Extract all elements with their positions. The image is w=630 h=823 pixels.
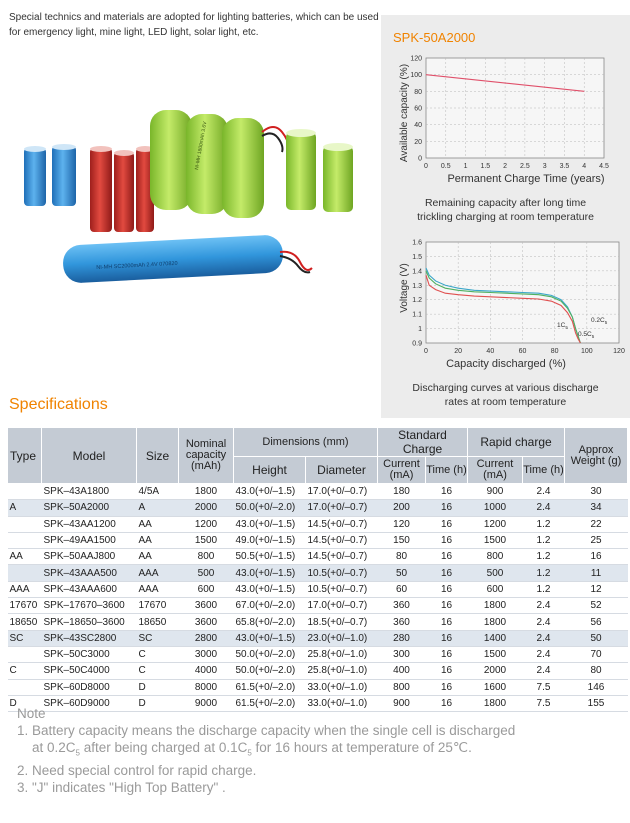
- chart2-series-label: $0.2C_5$: [591, 317, 608, 325]
- standard-current-cell: 60: [378, 581, 426, 597]
- type-cell: 17670: [8, 598, 42, 614]
- standard-time-cell: 16: [426, 549, 468, 565]
- standard-time-cell: 16: [426, 484, 468, 500]
- note-1-line1: 1. Battery capacity means the discharge capacity when the single cell is discharged: [17, 723, 516, 738]
- capacity-cell: 2000: [179, 500, 234, 516]
- standard-time-cell: 16: [426, 581, 468, 597]
- standard-time-cell: 16: [426, 614, 468, 630]
- rapid-current-cell: 1800: [468, 614, 523, 630]
- type-cell: SC: [8, 630, 42, 646]
- size-cell: SC: [137, 630, 179, 646]
- green-cell: [286, 129, 316, 210]
- weight-cell: 56: [565, 614, 628, 630]
- height-cell: 43.0(+0/–1.5): [234, 630, 306, 646]
- stick-pack-label: NI-MH SC2000mAh 2.4V 070820: [96, 260, 178, 272]
- rapid-current-cell: 1200: [468, 516, 523, 532]
- header-model: Model: [42, 428, 137, 484]
- table-row: [8, 500, 628, 516]
- blue-cell: [24, 146, 46, 206]
- diameter-cell: 17.0(+0/–0.7): [306, 484, 378, 500]
- red-cell: [114, 150, 134, 232]
- chart1-xlabel: Permanent Charge Time (years): [447, 173, 605, 185]
- diameter-cell: 25.8(+0/–1.0): [306, 663, 378, 679]
- height-cell: 50.0(+0/–2.0): [234, 646, 306, 662]
- capacity-cell: 3000: [179, 646, 234, 662]
- header-rapid-charge: Rapid charge: [468, 428, 565, 457]
- rapid-current-cell: 1400: [468, 630, 523, 646]
- weight-cell: 11: [565, 565, 628, 581]
- header-standard-charge: Standard Charge: [378, 428, 468, 457]
- header-height: Height: [234, 457, 306, 484]
- capacity-cell: 500: [179, 565, 234, 581]
- rapid-time-cell: 2.4: [523, 484, 565, 500]
- diameter-cell: 25.8(+0/–1.0): [306, 646, 378, 662]
- chart2-x-tick-label: 80: [550, 348, 559, 355]
- table-row: [8, 598, 628, 614]
- standard-time-cell: 16: [426, 565, 468, 581]
- table-row: [8, 565, 628, 581]
- weight-cell: 80: [565, 663, 628, 679]
- capacity-cell: 1500: [179, 532, 234, 548]
- height-cell: 49.0(+0/–1.5): [234, 532, 306, 548]
- type-cell: [8, 646, 42, 662]
- weight-cell: 155: [565, 695, 628, 711]
- model-cell: SPK–43AA1200: [42, 516, 137, 532]
- specifications-heading: Specifications: [9, 396, 108, 413]
- blue-stick-pack: [62, 234, 284, 283]
- size-cell: 17670: [137, 598, 179, 614]
- rapid-current-cell: 500: [468, 565, 523, 581]
- notes-section: [17, 705, 627, 796]
- chart1-y-tick-label: 20: [414, 138, 422, 146]
- model-cell: SPK–43SC2800: [42, 630, 137, 646]
- weight-cell: 52: [565, 598, 628, 614]
- height-cell: 65.8(+0/–2.0): [234, 614, 306, 630]
- capacity-cell: 4000: [179, 663, 234, 679]
- chart2-series-label: $1C_5$: [557, 322, 568, 330]
- chart1-x-tick-label: 2: [503, 163, 508, 170]
- table-row: [8, 614, 628, 630]
- weight-cell: 22: [565, 516, 628, 532]
- chart2-y-tick-label: 1.2: [412, 297, 422, 305]
- standard-current-cell: 900: [378, 695, 426, 711]
- rapid-current-cell: 600: [468, 581, 523, 597]
- green-pack-wire-black: [262, 133, 283, 152]
- model-cell: SPK–50C3000: [42, 646, 137, 662]
- standard-time-cell: 16: [426, 516, 468, 532]
- standard-time-cell: 16: [426, 695, 468, 711]
- standard-time-cell: 16: [426, 646, 468, 662]
- chart2-y-tick-label: 1.4: [412, 268, 422, 276]
- specifications-table: [7, 427, 628, 712]
- capacity-cell: 600: [179, 581, 234, 597]
- header-type: Type: [8, 428, 42, 484]
- height-cell: 43.0(+0/–1.5): [234, 516, 306, 532]
- size-cell: AA: [137, 549, 179, 565]
- diameter-cell: 14.5(+0/–0.7): [306, 516, 378, 532]
- diameter-cell: 10.5(+0/–0.7): [306, 565, 378, 581]
- height-cell: 43.0(+0/–1.5): [234, 581, 306, 597]
- rapid-current-cell: 1800: [468, 695, 523, 711]
- type-cell: A: [8, 500, 42, 516]
- diameter-cell: 17.0(+0/–0.7): [306, 598, 378, 614]
- size-cell: AA: [137, 516, 179, 532]
- rapid-current-cell: 2000: [468, 663, 523, 679]
- header-approx-weight: Approx Weight (g): [565, 428, 628, 484]
- chart1-ylabel: Available capacity (%): [399, 63, 410, 163]
- chart1-y-tick-label: 0: [418, 155, 422, 163]
- table-row: [8, 532, 628, 548]
- standard-time-cell: 16: [426, 679, 468, 695]
- rapid-time-cell: 1.2: [523, 516, 565, 532]
- chart2-y-tick-label: 1.1: [412, 311, 422, 319]
- weight-cell: 25: [565, 532, 628, 548]
- green-battery-pack: [150, 110, 264, 218]
- chart2-caption: [381, 381, 630, 409]
- standard-current-cell: 200: [378, 500, 426, 516]
- rapid-current-cell: 800: [468, 549, 523, 565]
- chart2-caption-line2: rates at room temperature: [444, 396, 567, 408]
- specifications-table-body: [8, 484, 628, 712]
- chart2-ylabel: Voltage (V): [399, 263, 410, 313]
- header-size: Size: [137, 428, 179, 484]
- chart1-caption-line2: trickling charging at room temperature: [417, 211, 594, 223]
- header-standard-time: Time (h): [426, 457, 468, 484]
- rapid-time-cell: 1.2: [523, 549, 565, 565]
- capacity-cell: 2800: [179, 630, 234, 646]
- type-cell: AA: [8, 549, 42, 565]
- size-cell: AAA: [137, 581, 179, 597]
- diameter-cell: 14.5(+0/–0.7): [306, 549, 378, 565]
- model-cell: SPK–50AAJ800: [42, 549, 137, 565]
- rapid-current-cell: 900: [468, 484, 523, 500]
- weight-cell: 16: [565, 549, 628, 565]
- table-row: [8, 581, 628, 597]
- standard-time-cell: 16: [426, 532, 468, 548]
- diameter-cell: 14.5(+0/–0.7): [306, 532, 378, 548]
- type-cell: AAA: [8, 581, 42, 597]
- model-cell: SPK–60D8000: [42, 679, 137, 695]
- note-3: 3. "J" indicates "High Top Battery" .: [17, 779, 226, 795]
- rapid-time-cell: 2.4: [523, 646, 565, 662]
- rapid-time-cell: 2.4: [523, 500, 565, 516]
- rapid-time-cell: 2.4: [523, 598, 565, 614]
- standard-current-cell: 300: [378, 646, 426, 662]
- standard-current-cell: 80: [378, 549, 426, 565]
- height-cell: 61.5(+0/–2.0): [234, 695, 306, 711]
- stick-pack-wire-red: [280, 252, 312, 270]
- table-row: [8, 484, 628, 500]
- model-cell: SPK–50C4000: [42, 663, 137, 679]
- chart2-x-tick-label: 100: [580, 348, 593, 355]
- chart1-x-tick-label: 4.5: [599, 163, 609, 170]
- table-row: [8, 663, 628, 679]
- model-cell: SPK–43A1800: [42, 484, 137, 500]
- diameter-cell: 33.0(+0/–1.0): [306, 679, 378, 695]
- chart2-x-tick-label: 120: [613, 348, 625, 355]
- chart2-y-tick-label: 1.3: [412, 282, 422, 290]
- chart1-caption-line1: Remaining capacity after long time: [424, 197, 587, 209]
- chart1-x-tick-label: 3.5: [559, 163, 570, 170]
- chart1-x-tick-label: 3: [542, 163, 547, 170]
- rapid-time-cell: 7.5: [523, 695, 565, 711]
- rapid-current-cell: 1600: [468, 679, 523, 695]
- rapid-time-cell: 1.2: [523, 565, 565, 581]
- height-cell: 61.5(+0/–2.0): [234, 679, 306, 695]
- chart2-x-tick-label: 0: [424, 348, 428, 355]
- size-cell: AAA: [137, 565, 179, 581]
- size-cell: D: [137, 679, 179, 695]
- chart1-caption: [381, 196, 630, 224]
- height-cell: 50.0(+0/–2.0): [234, 663, 306, 679]
- chart1-y-tick-label: 120: [410, 55, 422, 63]
- battery-product-photo: [8, 80, 378, 320]
- diameter-cell: 18.5(+0/–0.7): [306, 614, 378, 630]
- standard-current-cell: 120: [378, 516, 426, 532]
- weight-cell: 12: [565, 581, 628, 597]
- diameter-cell: 23.0(+0/–1.0): [306, 630, 378, 646]
- rapid-time-cell: 2.4: [523, 630, 565, 646]
- standard-current-cell: 150: [378, 532, 426, 548]
- header-dimensions: Dimensions (mm): [234, 428, 378, 457]
- standard-time-cell: 16: [426, 663, 468, 679]
- discharge-chart: [381, 233, 630, 373]
- chart2-y-tick-label: 1.5: [412, 253, 422, 261]
- chart1-x-tick-label: 4: [582, 163, 587, 170]
- diameter-cell: 10.5(+0/–0.7): [306, 581, 378, 597]
- size-cell: C: [137, 663, 179, 679]
- weight-cell: 70: [565, 646, 628, 662]
- header-rapid-current: Current (mA): [468, 457, 523, 484]
- model-cell: SPK–49AA1500: [42, 532, 137, 548]
- capacity-chart: [381, 45, 630, 195]
- height-cell: 43.0(+0/–1.5): [234, 484, 306, 500]
- capacity-cell: 1800: [179, 484, 234, 500]
- capacity-cell: 9000: [179, 695, 234, 711]
- capacity-cell: 800: [179, 549, 234, 565]
- header-standard-current: Current (mA): [378, 457, 426, 484]
- chart2-series-label: $0.5C_5$: [578, 331, 595, 339]
- table-row: [8, 549, 628, 565]
- blue-cell: [52, 144, 76, 206]
- size-cell: AA: [137, 532, 179, 548]
- height-cell: 50.0(+0/–2.0): [234, 500, 306, 516]
- rapid-current-cell: 1500: [468, 646, 523, 662]
- chart1-y-tick-label: 80: [414, 88, 422, 96]
- standard-time-cell: 16: [426, 500, 468, 516]
- standard-current-cell: 800: [378, 679, 426, 695]
- header-nominal-capacity: Nominal capacity (mAh): [179, 428, 234, 484]
- standard-current-cell: 360: [378, 598, 426, 614]
- green-pack-label: NI-MH 1800mAh 3.6V: [194, 121, 209, 171]
- model-cell: SPK–50A2000: [42, 500, 137, 516]
- chart2-caption-line1: Discharging curves at various discharge: [412, 382, 599, 394]
- standard-current-cell: 400: [378, 663, 426, 679]
- note-1-line2: at $0.2C_5$ after being charged at $0.1C_5$ for 16 hours at temperature of 25℃.: [32, 740, 472, 758]
- capacity-cell: 3600: [179, 598, 234, 614]
- size-cell: C: [137, 646, 179, 662]
- type-cell: [8, 484, 42, 500]
- standard-current-cell: 50: [378, 565, 426, 581]
- note-2: 2. Need special control for rapid charge.: [17, 762, 257, 778]
- type-cell: [8, 532, 42, 548]
- height-cell: 67.0(+0/–2.0): [234, 598, 306, 614]
- model-cell: SPK–43AAA600: [42, 581, 137, 597]
- green-pack-wire-red: [262, 127, 288, 150]
- chart1-y-tick-label: 40: [414, 122, 422, 130]
- type-cell: [8, 679, 42, 695]
- chart1-y-tick-label: 100: [410, 72, 422, 80]
- header-rapid-time: Time (h): [523, 457, 565, 484]
- chart2-x-tick-label: 60: [518, 348, 527, 355]
- red-cell: [90, 146, 112, 232]
- rapid-time-cell: 1.2: [523, 532, 565, 548]
- chart1-y-tick-label: 60: [414, 105, 422, 113]
- rapid-current-cell: 1000: [468, 500, 523, 516]
- size-cell: D: [137, 695, 179, 711]
- chart1-x-tick-label: 0: [424, 163, 428, 170]
- standard-time-cell: 16: [426, 630, 468, 646]
- capacity-cell: 3600: [179, 614, 234, 630]
- chart2-y-tick-label: 1: [418, 326, 422, 334]
- chart1-x-tick-label: 1: [463, 163, 468, 170]
- type-cell: [8, 565, 42, 581]
- rapid-time-cell: 1.2: [523, 581, 565, 597]
- weight-cell: 146: [565, 679, 628, 695]
- standard-current-cell: 280: [378, 630, 426, 646]
- model-cell: SPK–18650–3600: [42, 614, 137, 630]
- table-row: [8, 516, 628, 532]
- chart2-y-tick-label: 1.6: [412, 239, 422, 247]
- model-cell: SPK–60D9000: [42, 695, 137, 711]
- size-cell: 18650: [137, 614, 179, 630]
- note-title: Note: [17, 706, 46, 721]
- height-cell: 50.5(+0/–1.5): [234, 549, 306, 565]
- height-cell: 43.0(+0/–1.5): [234, 565, 306, 581]
- rapid-current-cell: 1800: [468, 598, 523, 614]
- green-cell: [323, 143, 353, 212]
- table-row: [8, 646, 628, 662]
- model-cell: SPK–17670–3600: [42, 598, 137, 614]
- chart2-x-tick-label: 20: [454, 348, 463, 355]
- type-cell: C: [8, 663, 42, 679]
- chart1-x-tick-label: 1.5: [480, 163, 491, 170]
- capacity-cell: 1200: [179, 516, 234, 532]
- model-title: SPK-50A2000: [393, 30, 476, 45]
- rapid-time-cell: 7.5: [523, 679, 565, 695]
- chart2-x-tick-label: 40: [486, 348, 495, 355]
- weight-cell: 50: [565, 630, 628, 646]
- model-cell: SPK–43AAA500: [42, 565, 137, 581]
- standard-current-cell: 360: [378, 614, 426, 630]
- table-row: [8, 679, 628, 695]
- diameter-cell: 17.0(+0/–0.7): [306, 500, 378, 516]
- rapid-time-cell: 2.4: [523, 663, 565, 679]
- table-row: [8, 630, 628, 646]
- chart2-y-tick-label: 0.9: [412, 340, 422, 348]
- header-diameter: Diameter: [306, 457, 378, 484]
- intro-text: Special technics and materials are adopted for lighting batteries, which can be used for emergency light, mine light, LED light, solar light, etc.: [9, 12, 379, 38]
- capacity-cell: 8000: [179, 679, 234, 695]
- type-cell: D: [8, 695, 42, 711]
- size-cell: A: [137, 500, 179, 516]
- size-cell: 4/5A: [137, 484, 179, 500]
- rapid-time-cell: 2.4: [523, 614, 565, 630]
- rapid-current-cell: 1500: [468, 532, 523, 548]
- chart1-x-tick-label: 0.5: [440, 163, 451, 170]
- chart1-x-tick-label: 2.5: [520, 163, 530, 170]
- weight-cell: 30: [565, 484, 628, 500]
- weight-cell: 34: [565, 500, 628, 516]
- diameter-cell: 33.0(+0/–1.0): [306, 695, 378, 711]
- standard-current-cell: 180: [378, 484, 426, 500]
- chart2-xlabel: Capacity discharged (%): [446, 358, 566, 370]
- standard-time-cell: 16: [426, 598, 468, 614]
- type-cell: 18650: [8, 614, 42, 630]
- type-cell: [8, 516, 42, 532]
